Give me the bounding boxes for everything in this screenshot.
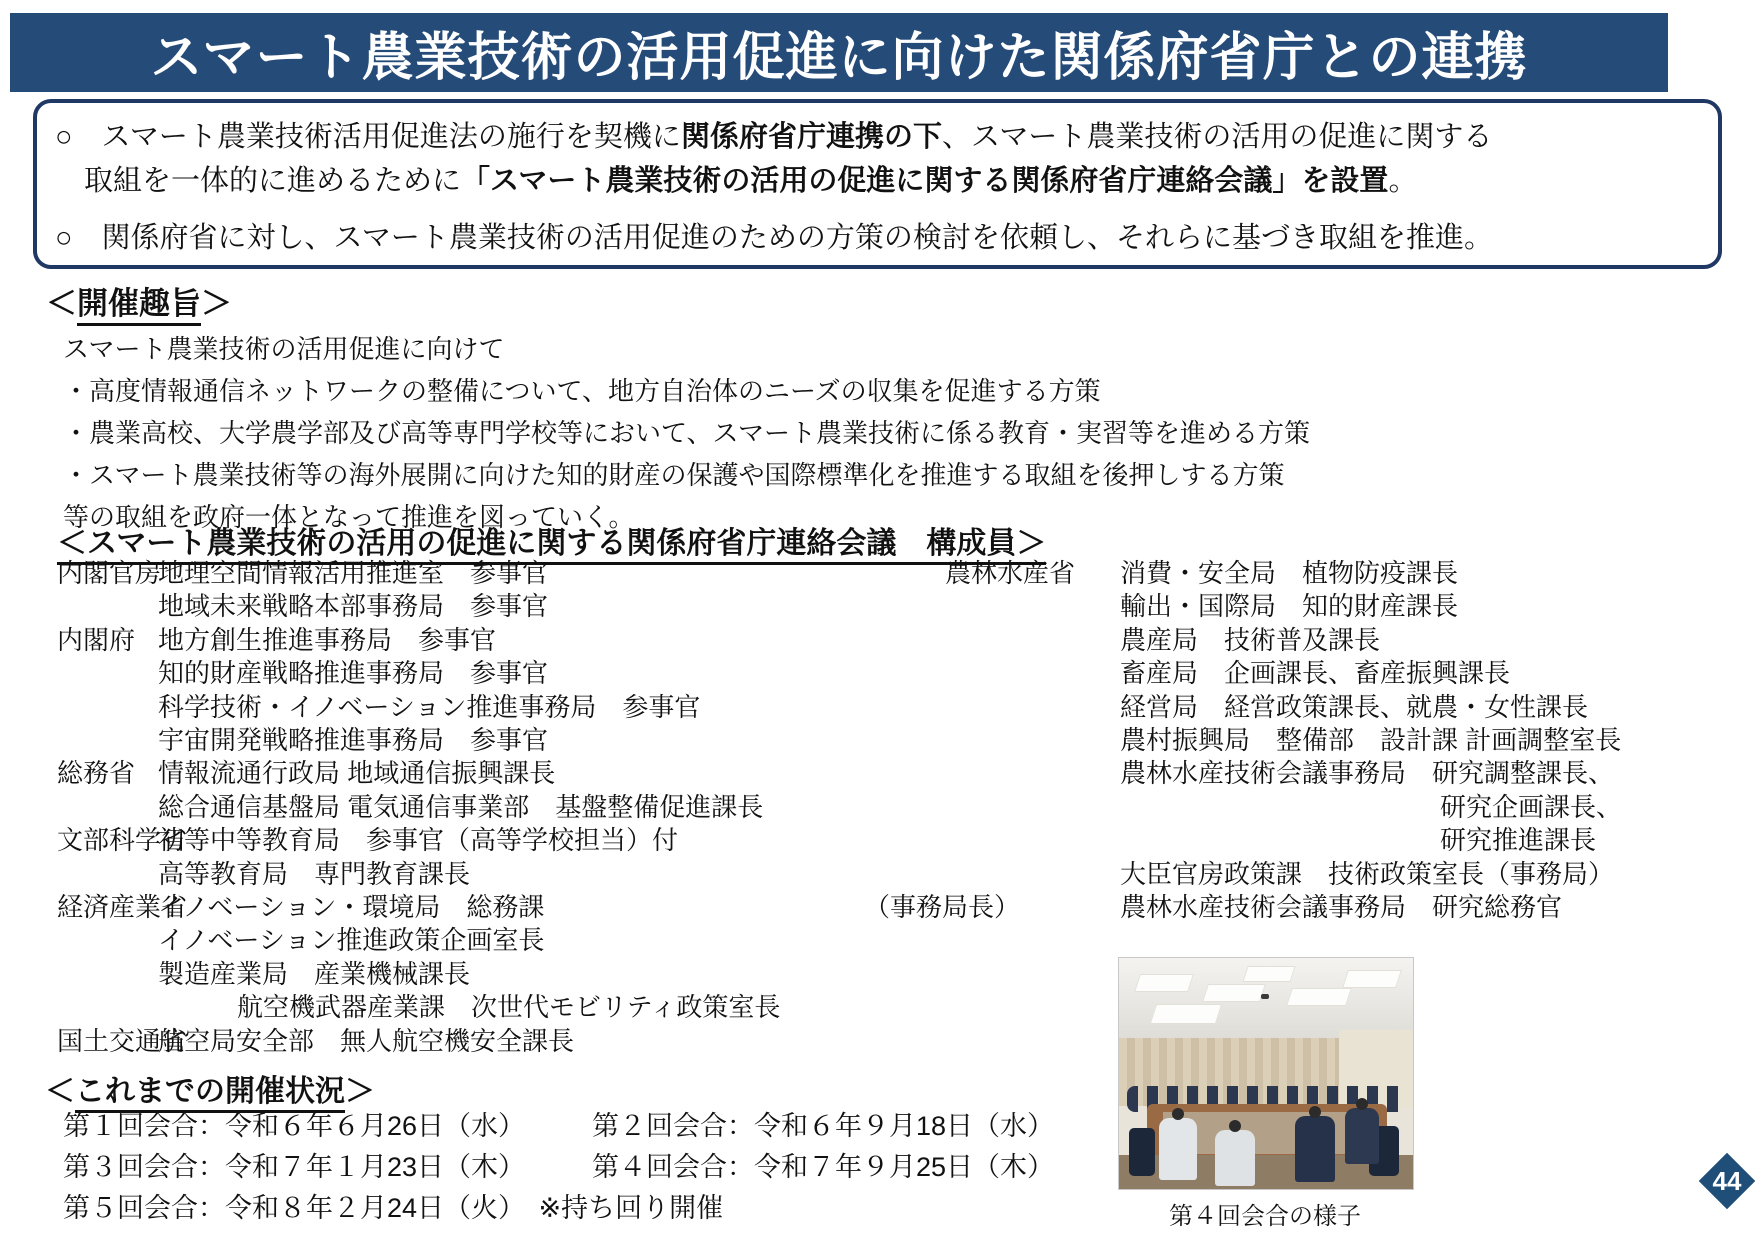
photo-person-head [1229, 1120, 1241, 1132]
intro-text: ○ 関係府省に対し、スマート農業技術の活用促進のための方策の検討を依頼し、それらに基づき取組を推進。 [55, 222, 1493, 254]
member-row [57, 891, 780, 924]
member-post: 初等中等教育局 参事官（高等学校担当）付 [158, 825, 679, 856]
photo-person-head [1356, 1098, 1368, 1110]
member-post: 地理空間情報活用推進室 参事官 [158, 558, 549, 588]
meetings-list [63, 1106, 1054, 1229]
member-post: イノベーション推進政策企画室長 [158, 925, 545, 956]
member-post: 知的財産戦略推進事務局 参事官 [158, 658, 549, 689]
member-row [57, 824, 780, 857]
intro-line [55, 216, 1702, 260]
member-post: 研究企画課長、 [1440, 791, 1623, 822]
photo-person [1345, 1108, 1379, 1164]
member-org [945, 858, 1120, 891]
bracket-open: ＜ [57, 527, 87, 560]
member-row [57, 590, 780, 623]
photo-person [1215, 1130, 1255, 1186]
title-bar [10, 13, 1668, 92]
member-org [945, 657, 1120, 690]
member-post: 輸出・国際局 知的財産課長 [1120, 591, 1459, 622]
members-column-left [57, 557, 780, 1058]
photo-camera [1261, 994, 1269, 999]
photo-person-head [1309, 1106, 1321, 1118]
member-org [57, 724, 158, 757]
member-row [57, 657, 780, 690]
member-row [57, 624, 780, 657]
member-org [57, 991, 158, 1024]
photo-light [1286, 988, 1352, 1006]
intro-line [55, 115, 1702, 159]
member-org [57, 858, 158, 891]
purpose-line: ・スマート農業技術等の海外展開に向けた知的財産の保護や国際標準化を推進する取組を後押しする方策 [63, 460, 1285, 490]
member-post: 地域未来戦略本部事務局 参事官 [158, 591, 549, 622]
member-org [945, 724, 1120, 757]
member-post: 科学技術・イノベーション推進事務局 参事官 [158, 691, 701, 722]
meeting-photo [1118, 957, 1414, 1190]
bracket-close: ＞ [201, 286, 232, 321]
meeting-entry: 第１回会合：令和６年６月26日（水） [63, 1111, 526, 1141]
meeting-row [63, 1106, 1054, 1147]
member-post: 地方創生推進事務局 参事官 [158, 624, 497, 655]
intro-lines [55, 115, 1702, 260]
member-org: 文部科学省 [57, 825, 188, 856]
member-org: 経済産業省 [57, 892, 188, 923]
member-org [57, 590, 158, 623]
photo-person [1295, 1116, 1335, 1182]
member-row [864, 891, 1622, 924]
member-org: （事務局長） [864, 892, 1021, 923]
member-org [57, 791, 158, 824]
member-post: 消費・安全局 植物防疫課長 [1120, 558, 1459, 588]
member-row [57, 958, 780, 991]
intro-emphasis: 関係府省庁連携の下 [680, 121, 942, 153]
member-org: 国土交通省 [57, 1025, 188, 1056]
member-org [57, 924, 158, 957]
member-row [57, 991, 780, 1024]
photo-light [1150, 1004, 1222, 1024]
member-row [57, 691, 780, 724]
bracket-open: ＜ [46, 286, 77, 321]
purpose-lines [63, 332, 1310, 542]
intro-box [33, 99, 1722, 269]
meeting-entry: 第５回会合：令和８年２月24日（火） ※持ち回り開催 [63, 1193, 724, 1223]
member-post: 情報流通行政局 地域通信振興課長 [158, 758, 556, 789]
member-row [945, 858, 1622, 891]
meeting-entry: 第２回会合：令和６年９月18日（水） [592, 1111, 1055, 1141]
purpose-heading [46, 278, 232, 323]
meeting-row [63, 1147, 1054, 1188]
member-post: 高等教育局 専門教育課長 [158, 858, 471, 889]
member-post: 畜産局 企画課長、畜産振興課長 [1120, 658, 1511, 689]
members-heading [57, 518, 1046, 562]
member-post: 製造産業局 産業機械課長 [158, 958, 471, 989]
member-org [945, 590, 1120, 623]
member-row [57, 924, 780, 957]
member-row [57, 858, 780, 891]
meetings-heading-text: これまでの開催状況 [75, 1075, 345, 1113]
member-post: 経営局 経営政策課長、就農・女性課長 [1120, 691, 1589, 722]
member-row [945, 824, 1622, 857]
member-org [57, 691, 158, 724]
intro-text: 。 [1388, 165, 1418, 197]
member-org [57, 657, 158, 690]
meetings-heading [45, 1066, 375, 1110]
purpose-heading-text: 開催趣旨 [77, 286, 201, 326]
member-row [945, 691, 1622, 724]
intro-text: 取組を一体的に進めるために [55, 165, 462, 197]
purpose-line: 等の取組を政府一体となって推進を図っていく。 [63, 502, 635, 532]
bracket-close: ＞ [345, 1075, 375, 1108]
member-row [945, 557, 1622, 590]
member-post: 航空機武器産業課 次世代モビリティ政策室長 [237, 992, 781, 1023]
photo-light [1242, 966, 1295, 982]
member-org [945, 691, 1120, 724]
member-row [945, 657, 1622, 690]
member-post: 農産局 技術普及課長 [1120, 624, 1381, 655]
member-post: 大臣官房政策課 技術政策室長（事務局） [1120, 858, 1615, 889]
member-post: 研究推進課長 [1440, 825, 1597, 856]
purpose-line: ・農業高校、大学農学部及び高等専門学校等において、スマート農業技術に係る教育・実習等を進める方策 [63, 418, 1310, 448]
members-column-right [864, 557, 1623, 924]
member-org [945, 824, 1120, 857]
member-org: 総務省 [57, 758, 136, 789]
photo-light [1342, 970, 1402, 988]
photo-person [1159, 1118, 1197, 1180]
member-post: 宇宙開発戦略推進事務局 参事官 [158, 725, 549, 756]
meeting-row [63, 1188, 1054, 1229]
intro-text: 、スマート農業技術の活用の促進に関する [941, 121, 1493, 153]
member-post: 農林水産技術会議事務局 研究調整課長、 [1120, 758, 1615, 789]
purpose-line: スマート農業技術の活用促進に向けて [63, 334, 505, 364]
member-post: イノベーション・環境局 総務課 [158, 892, 545, 923]
member-org [945, 791, 1120, 824]
page-number: 44 [1712, 1165, 1742, 1196]
member-row [945, 624, 1622, 657]
photo-chair [1129, 1128, 1155, 1176]
member-row [945, 757, 1622, 790]
member-row [57, 791, 780, 824]
photo-light [1202, 984, 1266, 1002]
photo-caption: 第４回会合の様子 [1169, 1203, 1361, 1230]
member-post: 総合通信基盤局 電気通信事業部 基盤整備促進課長 [158, 791, 764, 822]
intro-line [55, 159, 1702, 203]
member-org: 農林水産省 [945, 558, 1076, 588]
photo-person-head [1172, 1108, 1184, 1120]
member-org [945, 624, 1120, 657]
member-org: 内閣府 [57, 624, 136, 655]
member-post: 農林水産技術会議事務局 研究総務官 [1120, 892, 1563, 923]
member-org [945, 757, 1120, 790]
purpose-line: ・高度情報通信ネットワークの整備について、地方自治体のニーズの収集を促進する方策 [63, 376, 1101, 406]
bracket-close: ＞ [1016, 527, 1047, 560]
intro-text: ○ スマート農業技術活用促進法の施行を契機に [55, 121, 681, 153]
members-heading-text: スマート農業技術の活用の促進に関する関係府省庁連絡会議 構成員 [87, 527, 1017, 560]
bracket-open: ＜ [45, 1075, 75, 1108]
page-title: スマート農業技術の活用促進に向けた関係府省庁との連携 [150, 29, 1528, 87]
member-row [57, 724, 780, 757]
member-post: 農村振興局 整備部 設計課 計画調整室長 [1120, 725, 1622, 756]
meeting-entry: 第４回会合：令和７年９月25日（木） [592, 1152, 1055, 1182]
intro-emphasis: 「スマート農業技術の活用の促進に関する関係府省庁連絡会議」を設置 [461, 165, 1389, 197]
member-row [57, 557, 780, 590]
member-row [945, 791, 1622, 824]
member-row [57, 1025, 780, 1058]
member-org [57, 958, 158, 991]
page-number-badge [1699, 1153, 1755, 1210]
member-post: 航空局安全部 無人航空機安全課長 [158, 1025, 575, 1056]
member-row [945, 590, 1622, 623]
member-row [57, 757, 780, 790]
member-org: 内閣官房 [57, 558, 162, 588]
member-row [945, 724, 1622, 757]
meeting-entry: 第３回会合：令和７年１月23日（木） [63, 1152, 526, 1182]
photo-light [1134, 974, 1194, 992]
